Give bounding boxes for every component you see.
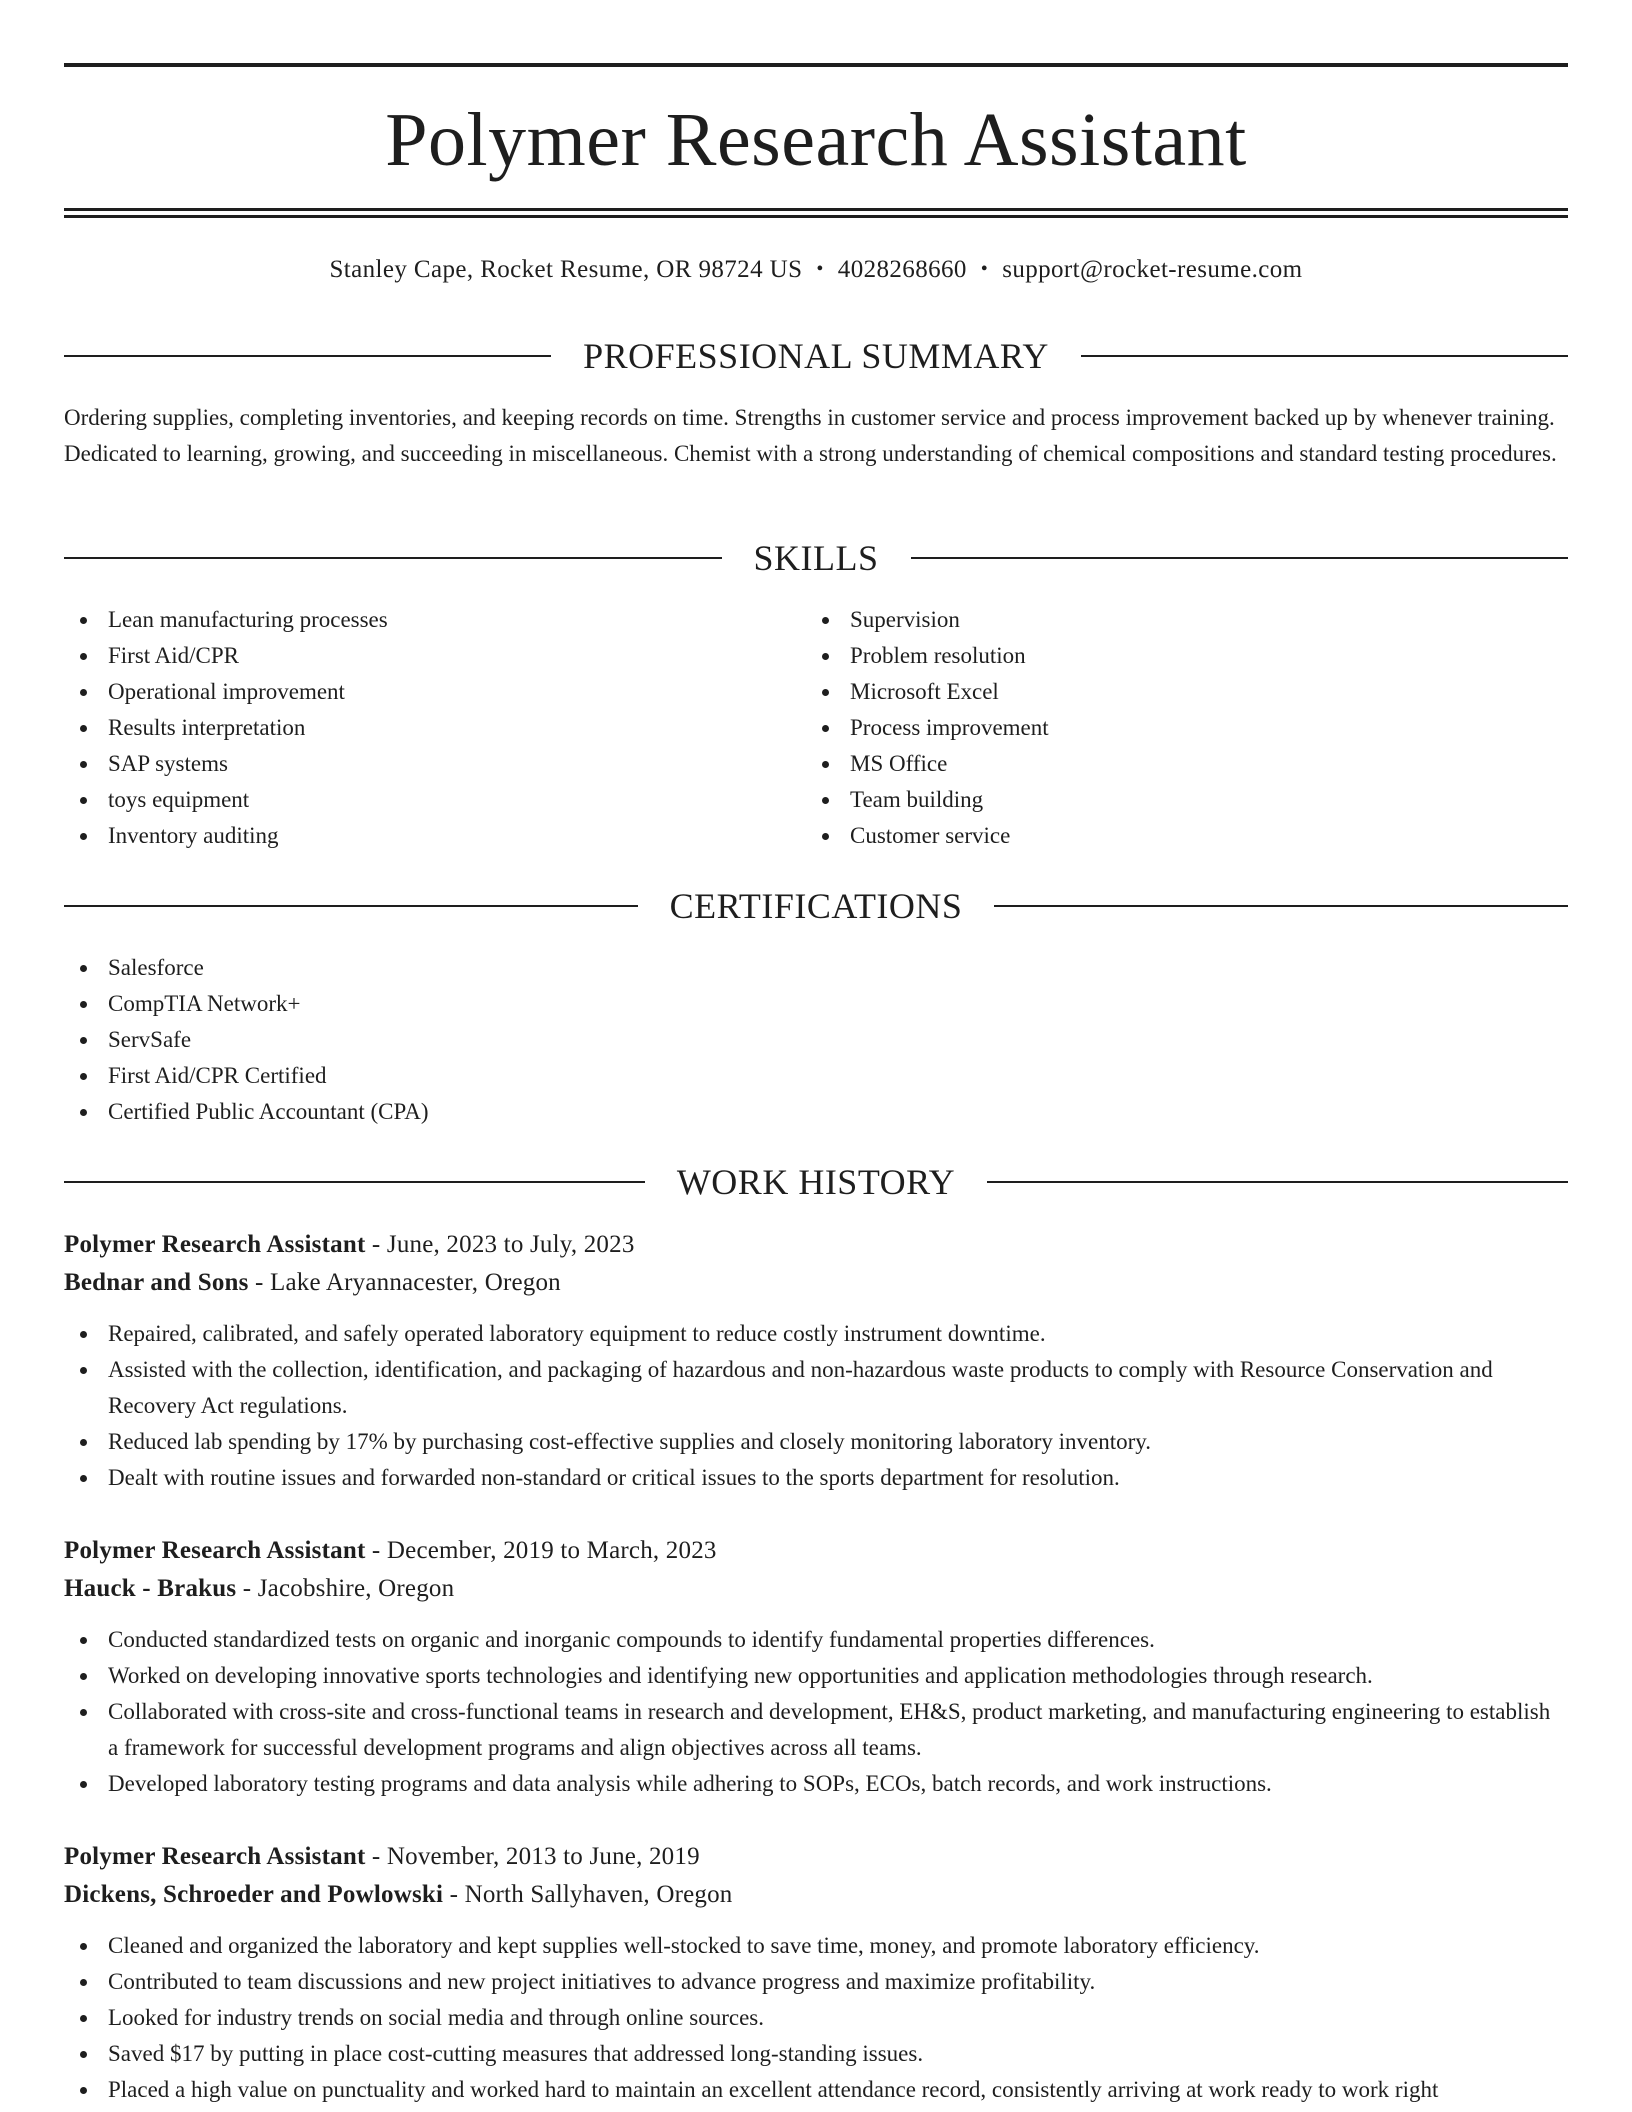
heading-rule: [64, 557, 722, 559]
job-entry: [64, 1226, 1568, 1496]
summary-text: Ordering supplies, completing inventories, and keeping records on time. Strengths in customer service and process improvement backed up by whenever training. Dedicated to learning, growing, and succeeding in miscellaneous. Chemist with a strong understanding of chemical compositions and standard testing procedures.: [64, 405, 1557, 466]
contact-separator: •: [980, 258, 989, 280]
job-bullet: Dealt with routine issues and forwarded non-standard or critical issues to the sports department for resolution.: [64, 1460, 1568, 1496]
job-title-line: [64, 1226, 1568, 1264]
job-bullet: Repaired, calibrated, and safely operated laboratory equipment to reduce costly instrument downtime.: [64, 1316, 1568, 1352]
contact-line: [64, 252, 1568, 289]
skill-item: Customer service: [806, 818, 1546, 854]
job-dates: - November, 2013 to June, 2019: [365, 1843, 700, 1870]
job-title-line: [64, 1838, 1568, 1876]
job-bullet: Placed a high value on punctuality and worked hard to maintain an excellent attendance record, consistently arriving at work ready to work right: [64, 2072, 1568, 2108]
job-dates: - December, 2019 to March, 2023: [365, 1537, 717, 1564]
skill-item: Inventory auditing: [64, 818, 804, 854]
job-dates: - June, 2023 to July, 2023: [365, 1231, 635, 1258]
heading-rule: [64, 355, 551, 357]
summary-heading: [64, 336, 1568, 376]
skill-item: Process improvement: [806, 710, 1546, 746]
heading-rule: [64, 1181, 645, 1183]
skill-item: Results interpretation: [64, 710, 804, 746]
skill-item: toys equipment: [64, 782, 804, 818]
certification-item: Certified Public Accountant (CPA): [64, 1094, 804, 1130]
certifications-heading-label: CERTIFICATIONS: [669, 886, 963, 926]
job-company-line: [64, 1264, 1568, 1302]
job-location: - North Sallyhaven, Oregon: [443, 1881, 733, 1908]
job-bullet: Reduced lab spending by 17% by purchasing cost-effective supplies and closely monitoring laboratory inventory.: [64, 1424, 1568, 1460]
skill-item: Team building: [806, 782, 1546, 818]
skill-item: SAP systems: [64, 746, 804, 782]
skills-heading: [64, 538, 1568, 578]
job-bullet: Assisted with the collection, identification, and packaging of hazardous and non-hazardous waste products to comply with Resource Conservation and Recovery Act regulations.: [64, 1352, 1568, 1424]
job-bullet: Worked on developing innovative sports technologies and identifying new opportunities and application methodologies through research.: [64, 1658, 1568, 1694]
certifications-list: [64, 950, 804, 1130]
job-entry: [64, 1838, 1568, 2108]
skill-item: Supervision: [806, 602, 1546, 638]
title-rule-upper: [64, 208, 1568, 211]
resume-title: Polymer Research Assistant: [385, 98, 1247, 182]
skill-item: Microsoft Excel: [806, 674, 1546, 710]
skill-item: First Aid/CPR: [64, 638, 804, 674]
job-bullets: [64, 1622, 1568, 1802]
skills-heading-label: SKILLS: [753, 538, 879, 578]
heading-rule: [987, 1181, 1568, 1183]
contact-email: support@rocket-resume.com: [1002, 256, 1303, 283]
job-bullet: Contributed to team discussions and new project initiatives to advance progress and maximize profitability.: [64, 1964, 1568, 2000]
job-location: - Jacobshire, Oregon: [236, 1575, 455, 1602]
job-company: Dickens, Schroeder and Powlowski: [64, 1881, 444, 1908]
heading-rule: [1081, 355, 1568, 357]
job-title: Polymer Research Assistant: [64, 1537, 366, 1564]
job-location: - Lake Aryannacester, Oregon: [248, 1269, 561, 1296]
certification-item: First Aid/CPR Certified: [64, 1058, 804, 1094]
certification-item: CompTIA Network+: [64, 986, 804, 1022]
job-company-line: [64, 1876, 1568, 1914]
work-history-heading: [64, 1162, 1568, 1202]
job-bullet: Collaborated with cross-site and cross-functional teams in research and development, EH&S, product marketing, and manufacturing engineering to establish a framework for successful development programs and align objectives across all teams.: [64, 1694, 1568, 1766]
skill-item: MS Office: [806, 746, 1546, 782]
heading-rule: [994, 905, 1568, 907]
job-bullet: Conducted standardized tests on organic and inorganic compounds to identify fundamental properties differences.: [64, 1622, 1568, 1658]
skill-item: Operational improvement: [64, 674, 804, 710]
contact-phone: 4028268660: [837, 256, 967, 283]
job-company: Hauck - Brakus: [64, 1575, 237, 1602]
skill-item: Problem resolution: [806, 638, 1546, 674]
heading-rule: [64, 905, 638, 907]
title-rule-lower: [64, 215, 1568, 218]
work-history-heading-label: WORK HISTORY: [676, 1162, 956, 1202]
job-bullet: Looked for industry trends on social media and through online sources.: [64, 2000, 1568, 2036]
job-title: Polymer Research Assistant: [64, 1843, 366, 1870]
contact-address: Stanley Cape, Rocket Resume, OR 98724 US: [329, 256, 803, 283]
job-bullet: Saved $17 by putting in place cost-cutting measures that addressed long-standing issues.: [64, 2036, 1568, 2072]
job-bullet: Cleaned and organized the laboratory and kept supplies well-stocked to save time, money, and promote laboratory efficiency.: [64, 1928, 1568, 1964]
heading-rule: [911, 557, 1569, 559]
skills-list-right: [806, 602, 1546, 854]
contact-separator: •: [816, 258, 824, 280]
top-rule: [64, 63, 1568, 67]
job-company-line: [64, 1570, 1568, 1608]
job-bullet: Developed laboratory testing programs and data analysis while adhering to SOPs, ECOs, batch records, and work instructions.: [64, 1766, 1568, 1802]
certification-item: ServSafe: [64, 1022, 804, 1058]
skill-item: Lean manufacturing processes: [64, 602, 804, 638]
skills-list-left: [64, 602, 804, 854]
job-title-line: [64, 1532, 1568, 1570]
job-entry: [64, 1532, 1568, 1802]
summary-heading-label: PROFESSIONAL SUMMARY: [583, 336, 1049, 376]
job-bullets: [64, 1928, 1568, 2108]
job-company: Bednar and Sons: [64, 1269, 249, 1296]
job-bullets: [64, 1316, 1568, 1496]
certification-item: Salesforce: [64, 950, 804, 986]
certifications-heading: [64, 886, 1568, 926]
job-title: Polymer Research Assistant: [64, 1231, 366, 1258]
